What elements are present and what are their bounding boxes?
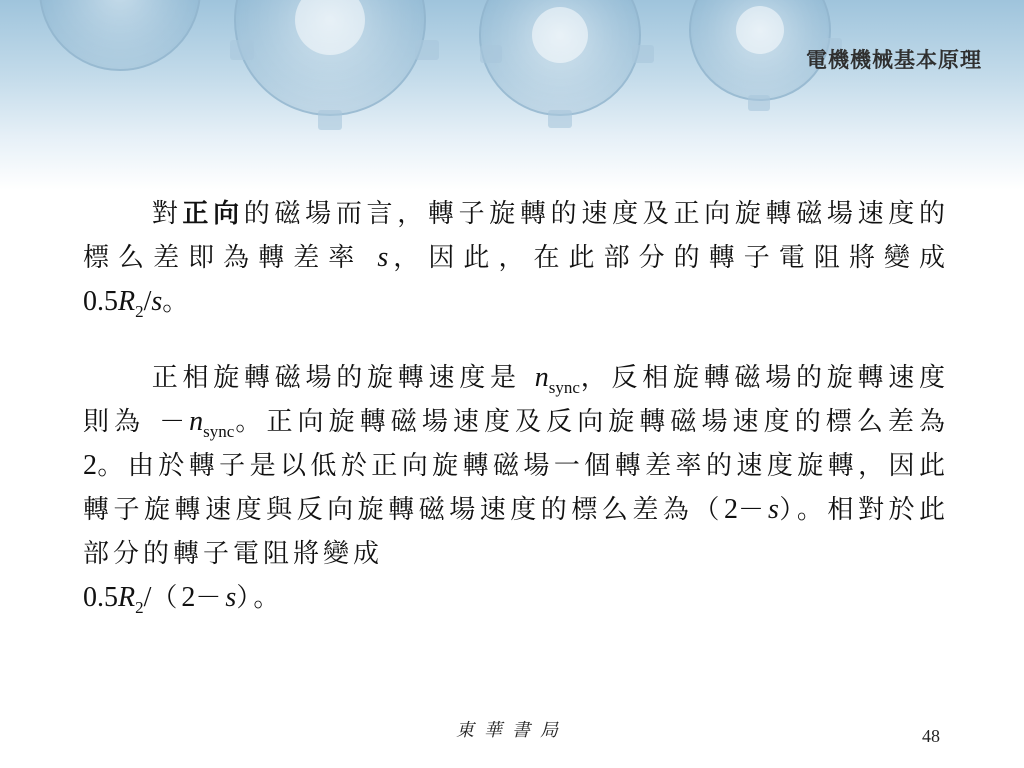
text: 。由於轉子是以低於正向旋轉磁場一個轉差率的速度旋轉，因此轉子旋轉速度與反向旋轉磁場速度的標么差為（ <box>83 451 949 525</box>
text: ）。 <box>236 583 284 613</box>
paragraph-2 <box>83 356 949 620</box>
bold-text: 正向 <box>182 199 244 229</box>
text: 正相旋轉磁場的旋轉速度是 <box>151 363 521 393</box>
text: 的磁場而言，轉子旋轉的速度及正向旋轉磁場速度的標么差即為轉差率 <box>83 199 949 273</box>
math-var: s <box>377 242 389 273</box>
text: ，因此，在此部分的轉子電阻將變成 <box>388 243 949 273</box>
math-operator: / <box>143 286 152 317</box>
math-number: 0.5 <box>83 582 118 613</box>
math-var: R <box>118 582 136 613</box>
header-banner <box>0 0 1024 190</box>
math-number: 2 <box>83 450 97 481</box>
math-var: s <box>151 286 163 317</box>
math-var: n <box>189 406 204 437</box>
math-operator: / <box>143 582 152 613</box>
math-operator: － <box>159 407 190 437</box>
text: （ <box>151 583 182 613</box>
text: ，反相旋轉磁場的旋轉速度則為 <box>83 363 949 437</box>
text: 。正向旋轉磁場速度及反向旋轉磁場速度的標么差為 <box>234 407 949 437</box>
text: ）。相對於此部分的轉子電阻將變成 <box>83 495 949 569</box>
math-number: 2 <box>181 582 196 613</box>
math-subscript: 2 <box>135 302 144 321</box>
math-var: s <box>225 582 237 613</box>
math-operator: － <box>195 583 226 613</box>
math-subscript: 2 <box>135 598 144 617</box>
math-var: n <box>534 362 549 393</box>
page-number: 48 <box>922 726 940 746</box>
math-number: 0.5 <box>83 286 118 317</box>
math-operator: － <box>737 495 768 525</box>
gear-decoration-icon <box>0 0 1024 190</box>
math-number: 2 <box>723 494 738 525</box>
math-subscript: sync <box>203 422 235 441</box>
math-var: R <box>118 286 136 317</box>
book-title: 電機機械基本原理 <box>806 48 982 72</box>
text: 。 <box>162 287 193 317</box>
math-var: s <box>767 494 779 525</box>
paragraph-1 <box>83 192 949 324</box>
math-subscript: sync <box>548 378 580 397</box>
publisher-name: 東華書局 <box>456 720 568 741</box>
text: 對 <box>151 199 183 229</box>
